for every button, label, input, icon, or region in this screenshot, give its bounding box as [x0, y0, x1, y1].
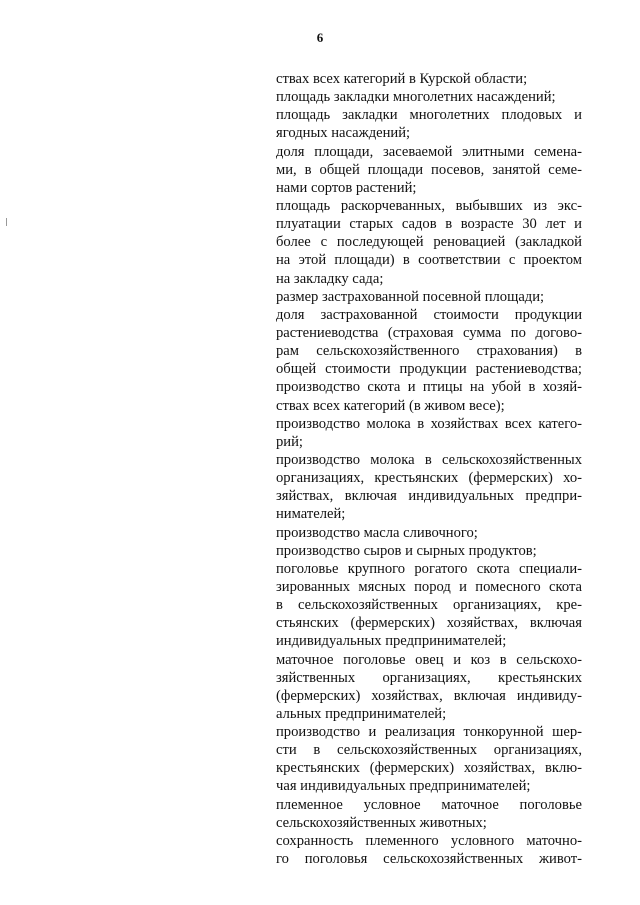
text-line: доля площади, засеваемой элитными семена- — [276, 143, 582, 160]
text-line: чая индивидуальных предпринимателей; — [276, 778, 531, 795]
text-line: нимателей; — [276, 506, 346, 523]
text-line: на этой площади) в соответствии с проектом — [276, 252, 582, 269]
text-line: ствах всех категорий (в живом весе); — [276, 397, 505, 414]
text-line: зяйствах, включая индивидуальных предпри- — [276, 488, 582, 505]
text-line: сохранность племенного условного маточно- — [276, 832, 582, 849]
text-line: ми, в общей площади посевов, занятой семе- — [276, 161, 582, 178]
text-line: крестьянских (фермерских) хозяйствах, вклю- — [276, 760, 582, 777]
text-line: производство скота и птицы на убой в хозяй- — [276, 379, 582, 396]
text-line: зяйственных организациях, крестьянских — [276, 669, 582, 686]
margin-mark — [6, 218, 7, 226]
text-line: общей стоимости продукции растениеводства; — [276, 361, 582, 378]
document-text — [276, 70, 582, 868]
text-line: поголовье крупного рогатого скота специали- — [276, 560, 582, 577]
text-line: производство сыров и сырных продуктов; — [276, 542, 537, 559]
text-line: в сельскохозяйственных организациях, кре- — [276, 597, 582, 614]
text-line: площадь закладки многолетних плодовых и — [276, 107, 582, 124]
text-line: рий; — [276, 433, 303, 450]
text-line: плуатации старых садов в возрасте 30 лет и — [276, 216, 582, 233]
text-line: сти в сельскохозяйственных организациях, — [276, 742, 582, 759]
text-line: маточное поголовье овец и коз в сельскохо- — [276, 651, 582, 668]
text-line: нами сортов растений; — [276, 179, 417, 196]
text-line: площадь раскорчеванных, выбывших из экс- — [276, 197, 582, 214]
text-line: альных предпринимателей; — [276, 705, 447, 722]
text-line: зированных мясных пород и помесного скота — [276, 578, 582, 595]
text-line: племенное условное маточное поголовье — [276, 796, 582, 813]
text-line: производство молока в хозяйствах всех катего- — [276, 415, 582, 432]
text-line: организациях, крестьянских (фермерских) хо- — [276, 470, 582, 487]
text-line: площадь закладки многолетних насаждений; — [276, 89, 556, 106]
text-line: стьянских (фермерских) хозяйствах, включая — [276, 615, 582, 632]
text-line: производство и реализация тонкорунной шер- — [276, 724, 582, 741]
text-line: рам сельскохозяйственного страхования) в — [276, 343, 582, 360]
text-line: индивидуальных предпринимателей; — [276, 633, 507, 650]
text-line: производство масла сливочного; — [276, 524, 478, 541]
text-line: растениеводства (страховая сумма по догово- — [276, 324, 582, 341]
text-line: более с последующей реновацией (закладкой — [276, 234, 582, 251]
page-number: 6 — [316, 30, 324, 45]
text-line: доля застрахованной стоимости продукции — [276, 306, 582, 323]
text-line: ягодных насаждений; — [276, 125, 411, 142]
text-line: ствах всех категорий в Курской области; — [276, 71, 528, 87]
text-line: сельскохозяйственных животных; — [276, 814, 487, 831]
text-line: го поголовья сельскохозяйственных живот- — [276, 851, 582, 868]
text-line: производство молока в сельскохозяйственных — [276, 451, 582, 468]
text-line: размер застрахованной посевной площади; — [276, 288, 545, 305]
text-line: на закладку сада; — [276, 270, 384, 287]
text-line: (фермерских) хозяйствах, включая индивиду- — [276, 687, 582, 704]
